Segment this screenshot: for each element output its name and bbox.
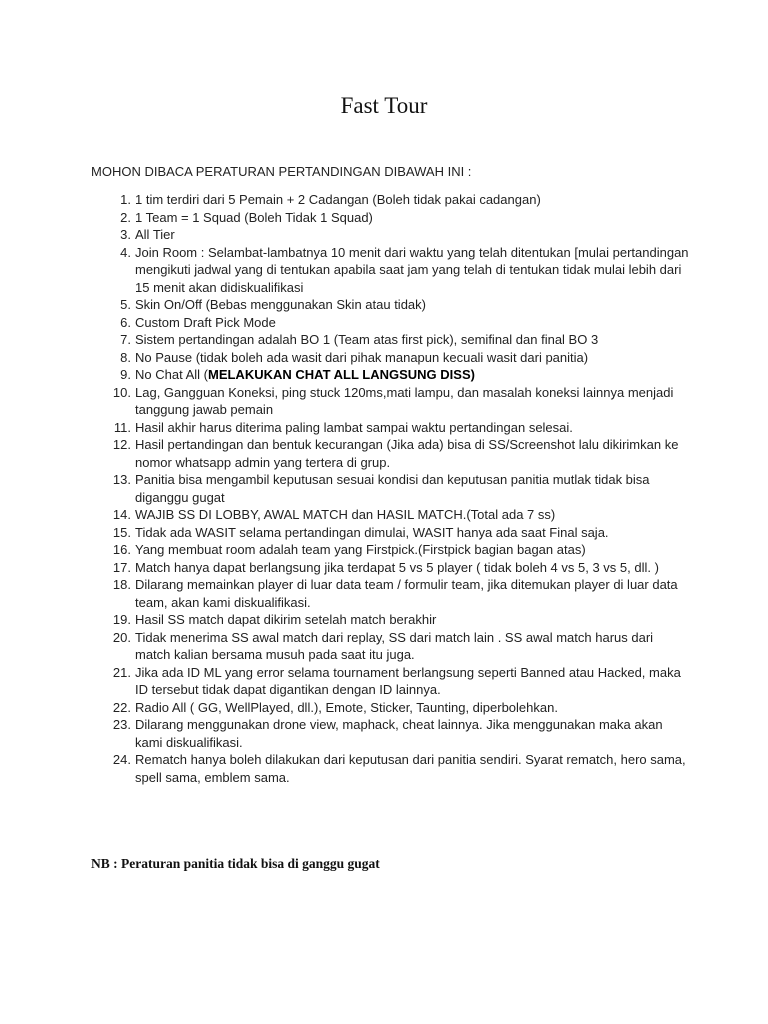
rule-item (91, 226, 691, 244)
rule-text (135, 664, 691, 699)
rule-item (91, 191, 691, 209)
rule-number: 12. (112, 437, 131, 452)
rule-item (91, 576, 691, 611)
rule-number: 20. (112, 629, 131, 645)
rule-text-plain: Jika ada ID ML yang error selama tournament berlangsung seperti Banned atau Hacked, maka ID tersebut tidak dapat digantikan dengan ID lainnya. (135, 664, 681, 697)
intro-text: MOHON DIBACA PERATURAN PERTANDINGAN DIBAWAH INI : (91, 164, 472, 179)
rule-item (91, 366, 691, 384)
rule-item (91, 436, 691, 471)
rule-text (135, 559, 691, 577)
rule-text-plain: Skin On/Off (Bebas menggunakan Skin atau tidak) (135, 297, 426, 312)
rule-item (91, 716, 691, 751)
rule-text-plain: Rematch hanya boleh dilakukan dari keputusan dari panitia sendiri. Syarat rematch, hero sama, spell sama, emblem sama. (135, 752, 686, 785)
rule-text (135, 524, 691, 542)
rule-number: 7. (120, 332, 131, 347)
rule-item (91, 314, 691, 332)
rule-item (91, 524, 691, 542)
rule-text-plain: Custom Draft Pick Mode (135, 314, 276, 330)
rule-text (135, 226, 691, 244)
rule-item (91, 751, 691, 786)
rule-number: 17. (112, 559, 131, 575)
rule-text (135, 541, 691, 559)
rule-item (91, 629, 691, 664)
rule-text-plain: No Pause (tidak boleh ada wasit dari pihak manapun kecuali wasit dari panitia) (135, 349, 589, 365)
rule-text-plain: Yang membuat room adalah team yang Firstpick.(Firstpick bagian bagan atas) (135, 542, 586, 557)
rule-item (91, 506, 691, 524)
rule-number: 15. (112, 524, 131, 540)
rules-list (91, 191, 691, 786)
rule-text-plain: Hasil pertandingan dan bentuk kecurangan (Jika ada) bisa di SS/Screenshot lalu dikirimkan ke nomor whatsapp admin yang tertera di grup. (135, 437, 679, 470)
rule-item (91, 664, 691, 699)
rule-text-plain: Lag, Gangguan Koneksi, ping stuck 120ms,mati lampu, dan masalah koneksi lainnya menjadi tanggung jawab pemain (135, 384, 674, 417)
rule-text (135, 506, 691, 524)
rule-text-plain: Sistem pertandingan adalah BO 1 (Team atas first pick), semifinal dan final BO 3 (135, 332, 599, 347)
page-title: Fast Tour (340, 93, 428, 118)
rule-number: 3. (120, 227, 131, 242)
rule-text-plain: 1 Team = 1 Squad (Boleh Tidak 1 Squad) (135, 209, 373, 225)
rule-text-plain: All Tier (135, 227, 175, 242)
rule-item (91, 699, 691, 717)
rule-text (135, 419, 691, 437)
rule-number: 24. (112, 752, 131, 767)
rule-number: 18. (112, 577, 131, 592)
rule-text (135, 576, 691, 611)
rule-text (135, 331, 691, 349)
rule-text (135, 716, 691, 751)
rule-text-plain: Tidak ada WASIT selama pertandingan dimulai, WASIT hanya ada saat Final saja. (135, 524, 609, 540)
rule-text (135, 471, 691, 506)
rule-number: 13. (112, 472, 131, 487)
rule-number: 2. (120, 209, 131, 225)
rule-number: 9. (120, 367, 131, 382)
rule-text-plain: Join Room : Selambat-lambatnya 10 menit dari waktu yang telah ditentukan [mulai pertandingan mengikuti jadwal yang di tentukan apabila saat jam yang telah di tentukan tidak mulai lebih dari 15 menit akan didiskualifikasi (135, 244, 689, 295)
rule-item (91, 419, 691, 437)
rule-text (135, 699, 691, 717)
rule-text (135, 751, 691, 786)
rule-number: 11. (113, 419, 131, 435)
rule-text (135, 191, 691, 209)
rule-number: 21. (112, 664, 131, 680)
rule-number: 19. (112, 612, 131, 627)
rule-text (135, 366, 691, 384)
rule-text-plain: Tidak menerima SS awal match dari replay, SS dari match lain . SS awal match harus dari match kalian bersama musuh pada saat itu juga. (135, 629, 654, 662)
rule-item (91, 541, 691, 559)
rule-text-plain: No Chat All ( (135, 367, 208, 382)
rule-item (91, 349, 691, 367)
rule-item (91, 244, 691, 297)
rule-item (91, 611, 691, 629)
rule-text (135, 611, 691, 629)
rule-number: 6. (120, 314, 131, 330)
rule-item (91, 559, 691, 577)
footnote: NB : Peraturan panitia tidak bisa di ganggu gugat (91, 856, 380, 871)
rule-text-plain: 1 tim terdiri dari 5 Pemain + 2 Cadangan (Boleh tidak pakai cadangan) (135, 192, 541, 207)
rule-text-plain: Match hanya dapat berlangsung jika terdapat 5 vs 5 player ( tidak boleh 4 vs 5, 3 vs 5, dll. ) (135, 559, 659, 575)
rule-text-bold: MELAKUKAN CHAT ALL LANGSUNG DISS) (207, 367, 475, 382)
rule-text (135, 349, 691, 367)
rule-item (91, 296, 691, 314)
rule-text (135, 436, 691, 471)
rule-text (135, 314, 691, 332)
rule-item (91, 331, 691, 349)
rule-text-plain: WAJIB SS DI LOBBY, AWAL MATCH dan HASIL MATCH.(Total ada 7 ss) (135, 507, 556, 522)
rule-item (91, 209, 691, 227)
rule-text-plain: Dilarang menggunakan drone view, maphack, cheat lainnya. Jika menggunakan maka akan kami diskualifikasi. (135, 717, 663, 750)
rule-number: 1. (120, 192, 131, 207)
rule-item (91, 384, 691, 419)
rule-text (135, 244, 691, 297)
rule-number: 14. (112, 507, 131, 522)
rule-text-plain: Hasil SS match dapat dikirim setelah match berakhir (135, 612, 437, 627)
rule-number: 10. (112, 384, 131, 400)
rule-number: 4. (120, 244, 131, 260)
rule-text-plain: Hasil akhir harus diterima paling lambat sampai waktu pertandingan selesai. (135, 419, 573, 435)
rule-number: 16. (112, 542, 131, 557)
rule-text (135, 209, 691, 227)
rule-text (135, 296, 691, 314)
rule-number: 23. (112, 717, 131, 732)
rule-text-plain: Panitia bisa mengambil keputusan sesuai kondisi dan keputusan panitia mutlak tidak bisa diganggu gugat (135, 472, 650, 505)
rule-text (135, 384, 691, 419)
rule-number: 22. (112, 699, 131, 715)
rule-number: 5. (120, 297, 131, 312)
rule-text-plain: Dilarang memainkan player di luar data team / formulir team, jika ditemukan player di luar data team, akan kami diskualifikasi. (135, 577, 678, 610)
rule-text-plain: Radio All ( GG, WellPlayed, dll.), Emote, Sticker, Taunting, diperbolehkan. (135, 699, 558, 715)
rule-text (135, 629, 691, 664)
rule-number: 8. (120, 349, 131, 365)
rule-item (91, 471, 691, 506)
